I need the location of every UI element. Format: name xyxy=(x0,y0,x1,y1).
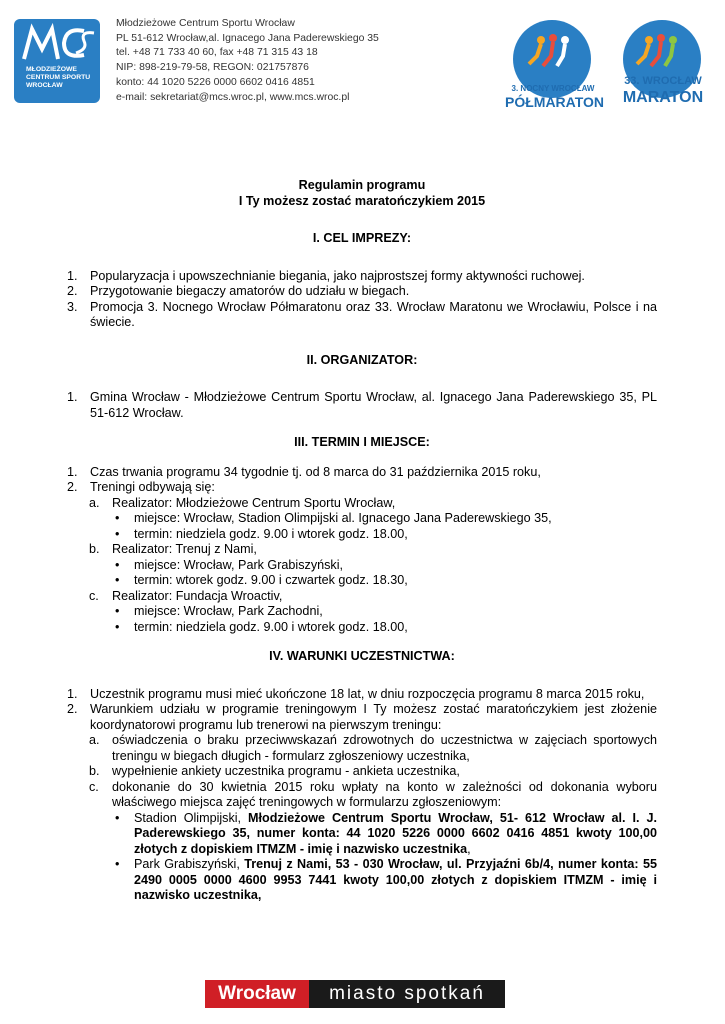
footer-wroclaw: Wrocław xyxy=(205,980,309,1008)
sub-item: a. oświadczenia o braku przeciwwskazań zdrowotnych do uczestnictwa w zajęciach sportowych treningu w biegach długich - formularz zgłoszeniowy uczestnika, xyxy=(89,733,657,763)
contact-line: e-mail: sekretariat@mcs.wroc.pl, www.mcs.wroc.pl xyxy=(116,91,350,103)
list-item: 2. Warunkiem udziału w programie treningowym I Ty możesz zostać maratończykiem jest złożenie koordynatorowi programu lub trenerowi na pierwszym treningu: xyxy=(67,702,657,732)
footer-logo xyxy=(205,980,505,1008)
list-item: 1. Popularyzacja i upowszechnianie biegania, jako najprostszej formy aktywności ruchowej. xyxy=(67,268,585,283)
list-item: 2. Przygotowanie biegaczy amatorów do udziału w biegach. xyxy=(67,284,410,298)
bullet-item: • miejsce: Wrocław, Park Zachodni, xyxy=(115,604,323,618)
bullet-item: • miejsce: Wrocław, Stadion Olimpijski al. Ignacego Jana Paderewskiego 35, xyxy=(115,511,552,525)
bullet-item: • Park Grabiszyński, Trenuj z Nami, 53 - 030 Wrocław, ul. Przyjaźni 6b/4, numer konta: 55 2490 0005 0000 4600 9953 7441 kwoty 100,00 złotych z dopiskiem ITMZM - imię i nazwisko uczestnika, xyxy=(115,857,657,902)
list-item: 1. Czas trwania programu 34 tygodnie tj. od 8 marca do 31 października 2015 roku, xyxy=(67,464,541,479)
footer-slogan: miasto spotkań xyxy=(309,980,505,1008)
sub-item: b. Realizator: Trenuj z Nami, xyxy=(89,542,257,556)
mcs-logo-text: MŁODZIEŻOWE CENTRUM SPORTU WROCŁAW xyxy=(26,66,91,89)
section-heading: II. ORGANIZATOR: xyxy=(306,352,418,367)
bullet-item: • miejsce: Wrocław, Park Grabiszyński, xyxy=(115,557,344,572)
bullet-item: • termin: niedziela godz. 9.00 i wtorek godz. 18.00, xyxy=(115,619,408,634)
contact-line: Młodzieżowe Centrum Sportu Wrocław xyxy=(116,18,295,29)
letterhead xyxy=(0,0,725,110)
list-item: 1. Uczestnik programu musi mieć ukończone 18 lat, w dniu rozpoczęcia programu 8 marca 2015 roku, xyxy=(67,686,645,701)
contact-line: NIP: 898-219-79-58, REGON: 021757876 xyxy=(116,62,309,74)
sub-item: c. Realizator: Fundacja Wroactiv, xyxy=(89,588,283,603)
document-title: Regulamin programu xyxy=(298,178,426,192)
maraton-logo xyxy=(615,20,711,116)
list-item: 2. Treningi odbywają się: xyxy=(67,480,215,494)
maraton-line1: 33. WROCŁAW xyxy=(624,75,702,87)
sub-item: b. wypełnienie ankiety uczestnika programu - ankieta uczestnika, xyxy=(89,764,460,778)
list-item: 1. Gmina Wrocław - Młodzieżowe Centrum Sportu Wrocław, al. Ignacego Jana Paderewskiego 35, PL 51-612 Wrocław. xyxy=(67,390,657,420)
polmaraton-line1: 3. NOCNY WROCŁAW xyxy=(511,84,595,93)
section-heading: III. TERMIN I MIEJSCE: xyxy=(294,435,430,449)
bullet-item: • termin: wtorek godz. 9.00 i czwartek godz. 18.30, xyxy=(115,573,408,587)
list-item: 3. Promocja 3. Nocnego Wrocław Półmaratonu oraz 33. Wrocław Maratonu we Wrocławiu, Polsce i na świecie. xyxy=(67,299,657,329)
polmaraton-logo xyxy=(505,20,605,116)
contact-line: PL 51-612 Wrocław,al. Ignacego Jana Paderewskiego 35 xyxy=(116,32,379,44)
section-heading: IV. WARUNKI UCZESTNICTWA: xyxy=(269,649,455,663)
bullet-item: • termin: niedziela godz. 9.00 i wtorek godz. 18.00, xyxy=(115,526,408,541)
document-subtitle: I Ty możesz zostać maratończykiem 2015 xyxy=(238,193,486,208)
sub-item: a. Realizator: Młodzieżowe Centrum Sportu Wrocław, xyxy=(89,495,396,510)
regulations-document xyxy=(67,178,657,904)
polmaraton-line2: PÓŁMARATON xyxy=(505,94,605,110)
mcs-logo-mark-icon xyxy=(18,23,96,65)
bullet-item: • Stadion Olimpijski, Młodzieżowe Centrum Sportu Wrocław, 51- 612 Wrocław al. I. J. Paderewskiego 35, numer konta: 44 1020 5226 0000 6602 0416 4851 kwoty 100,00 złotych z dopiskiem ITMZM - imię i nazwisko uczestnika, xyxy=(115,810,657,856)
section-heading: I. CEL IMPREZY: xyxy=(312,231,412,245)
contact-line: tel. +48 71 733 40 60, fax +48 71 315 43 18 xyxy=(116,47,318,59)
contact-line: konto: 44 1020 5226 0000 6602 0416 4851 xyxy=(116,76,315,88)
maraton-line2: MARATON xyxy=(622,89,704,106)
contact-block xyxy=(116,17,379,105)
mcs-logo xyxy=(14,19,100,103)
sub-item: c. dokonanie do 30 kwietnia 2015 roku wpłaty na konto w zależności od dokonania wyboru właściwego miejsca zajęć treningowych w formularzu zgłoszeniowym: xyxy=(89,779,657,809)
